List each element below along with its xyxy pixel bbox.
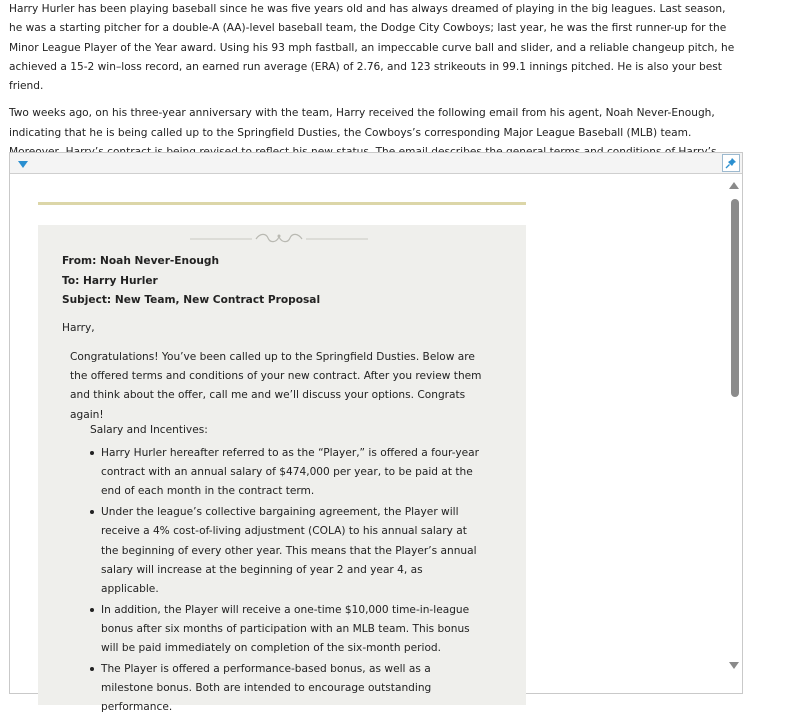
list-item: Harry Hurler hereafter referred to as the “Player,” is offered a four-year contract with an annual salary of $474,000 per year, to be paid at the end of each month in the contract term.	[90, 444, 480, 502]
intro-paragraph-1: Harry Hurler has been playing baseball since he was five years old and has always dreamed of playing in the big leagues. Last season, he was a starting pitcher for a double-A (AA)-level baseball team, the Dodge City Cowboys; last year, he was the first runner-up for the Minor League Player of the Year award. Using his 93 mph fastball, an impeccable curve ball and slider, and a reliable changeup pitch, he achieved a 15-2 win–loss record, an earned run average (ERA) of 2.76, and 123 strikeouts in 99.1 innings pitched. He is also your best friend.	[9, 3, 735, 93]
collapse-arrow-icon[interactable]	[18, 161, 28, 168]
divider-rule	[38, 202, 526, 205]
list-item: In addition, the Player will receive a one-time $10,000 time-in-league bonus after six months of participation with an MLB team. This bonus will be paid immediately on completion of the six-month period.	[90, 601, 480, 659]
email-greeting: Harry,	[62, 322, 95, 334]
section-title: Salary and Incentives:	[90, 424, 208, 436]
pin-icon	[725, 157, 737, 169]
panel-header	[10, 153, 742, 174]
intro-paragraph-2: Two weeks ago, on his three-year anniversary with the team, Harry received the following email from his agent, Noah Never-Enough, indicating that he is being called up to the Springfield Dusties, the Cowboys’s corresponding Major League Baseball (MLB) team.	[9, 107, 715, 139]
scroll-down-arrow-icon[interactable]	[729, 662, 739, 669]
scroll-up-arrow-icon[interactable]	[729, 182, 739, 189]
email-to: To: Harry Hurler	[62, 275, 158, 287]
email-card	[38, 225, 526, 714]
email-subject: Subject: New Team, New Contract Proposal	[62, 294, 321, 306]
flourish-ornament-icon	[190, 231, 368, 247]
list-item: Under the league’s collective bargaining agreement, the Player will receive a 4% cost-of-living adjustment (COLA) to his annual salary at the beginning of every other year. This means that the Player’s annual salary will increase at the beginning of year 2 and year 4, as applicable.	[90, 503, 480, 599]
list-item: The Player is offered a performance-based bonus, as well as a milestone bonus. Both are intended to encourage outstanding performance.	[90, 660, 480, 718]
scrollbar-thumb[interactable]	[731, 199, 739, 397]
pin-button[interactable]	[722, 154, 740, 172]
email-body: Congratulations! You’ve been called up to the Springfield Dusties. Below are the offered terms and conditions of your new contract. After you review them and think about the offer, call me and we’ll discuss your options. Congrats again!	[70, 351, 482, 421]
email-from: From: Noah Never-Enough	[62, 255, 220, 267]
email-panel	[9, 152, 743, 714]
